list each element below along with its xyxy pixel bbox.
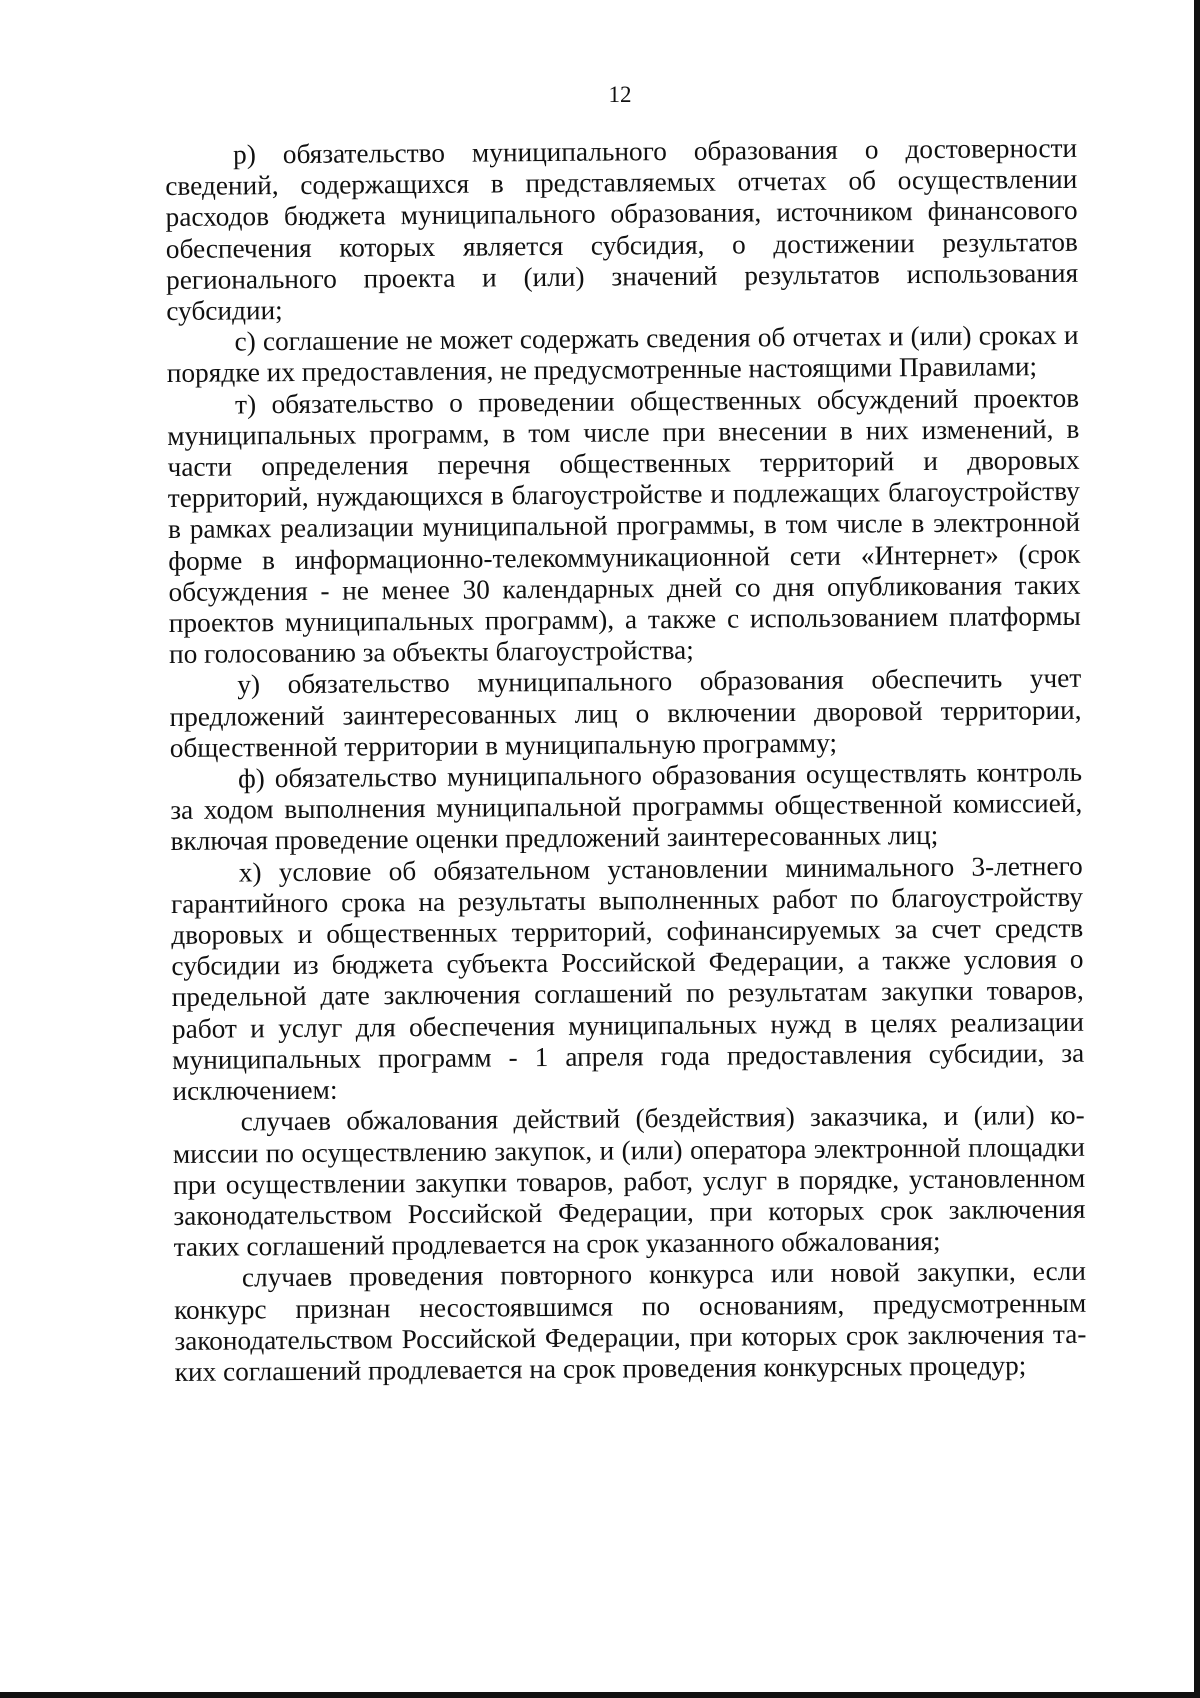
paragraph-kh: х) условие об обязательном установлении минимального 3-летнего гарантийного срока на результаты выполненных работ по благоустройству дворовых и общественных территорий, софинансируемых за счет средств субсидии из бюджета субъекта Российской Федерации, а также условия о предельной дате заключения соглашений по результатам закупки товаров, работ и услуг для обеспечения муниципальных нужд в целях реализации муниципальных программ - 1 апреля года предоставления субсидии, за исключением:: [170, 850, 1085, 1107]
paragraph-u: у) обязательство муниципального образования обеспечить учет предложений заинтересованных лиц о включении дворовой территории, общественной территории в муниципальную программу;: [169, 663, 1082, 763]
paragraph-appeal-exception: случаев обжалования действий (бездействия) заказчика, и (или) ко-миссии по осуществлению закупок, и (или) оператора электронной площадки при осуществлении закупки товаров, работ, услуг в порядке, установленном законодательством Российской Федерации, при которых срок заключения таких соглашений продлевается на срок указанного обжалования;: [172, 1100, 1086, 1263]
paragraph-f: ф) обязательство муниципального образования осуществлять контроль за ходом выполнения муниципальной программы общественной комиссией, включая проведение оценки предложений заинтересованных лиц;: [170, 756, 1083, 857]
scan-border-right: [1194, 0, 1200, 1698]
page-number: 12: [608, 82, 632, 107]
paragraph-repeat-tender-exception: случаев проведения повторного конкурса или новой закупки, если конкурс признан несостоявшимся по основаниям, предусмотренным законодательством Российской Федерации, при которых срок заключения та-ких соглашений продлевается на срок проведения конкурсных процедур;: [174, 1256, 1087, 1387]
scan-border-bottom: [0, 1692, 1200, 1698]
paragraph-r: р) обязательство муниципального образования о достоверности сведений, содержащихся в представляемых отчетах об осуществлении расходов бюджета муниципального образования, источником финансового обеспечения которых является субсидия, о достижении результатов регионального проекта и (или) значений результатов использования субсидии;: [165, 132, 1079, 327]
paragraph-s: с) соглашение не может содержать сведения об отчетах и (или) сроках и порядке их предоставления, не предусмотренные настоящими Правилами;: [166, 320, 1079, 389]
document-body: [165, 133, 1087, 1388]
paragraph-t: т) обязательство о проведении общественных обсуждений проектов муниципальных программ, в том числе при внесении в них изменений, в части определения перечня общественных территорий и дворовых территорий, нуждающихся в благоустройстве и подлежащих благоустройству в рамках реализации муниципальной программы, в том числе в электронной форме в информационно-телекоммуникационной сети «Интернет» (срок обсуждения - не менее 30 календарных дней со дня опубликования таких проектов муниципальных программ), а также с использованием платформы по голосованию за объекты благоустройства;: [167, 382, 1081, 670]
